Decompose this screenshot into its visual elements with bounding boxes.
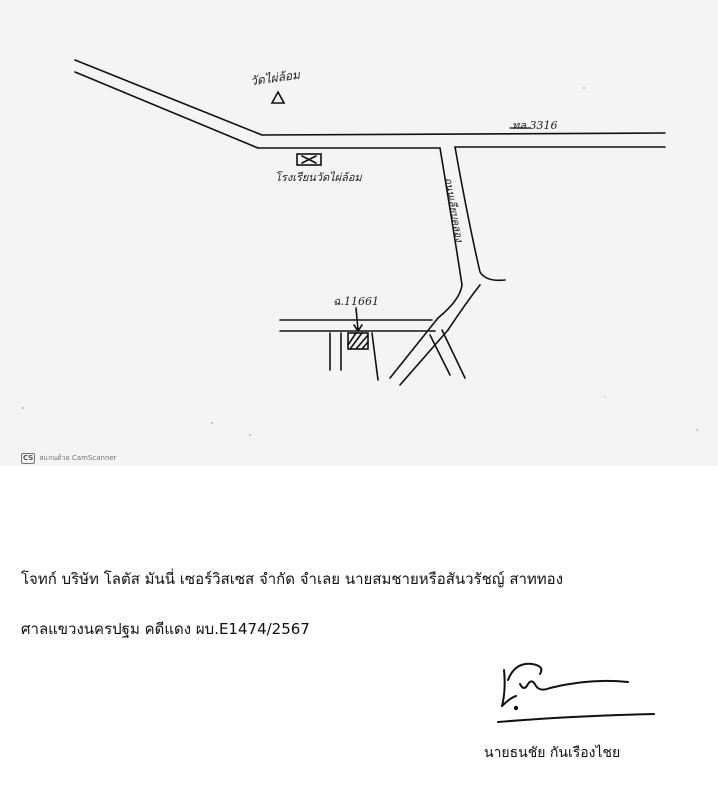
side-road-label: ถนนเลียบคลอง (442, 176, 465, 243)
signer-name: นายธนชัย กันเรืองไชย (484, 745, 621, 761)
plot-label: ฉ.11661 (333, 295, 379, 308)
diagonal-road-lower-edge (75, 72, 258, 148)
highway-label: ทล.3316 (512, 119, 558, 132)
camscanner-logo: CS (23, 453, 34, 462)
side-road-right-edge (455, 147, 505, 280)
lane-right (372, 333, 378, 380)
temple-triangle-icon (272, 92, 284, 103)
camscanner-badge (21, 452, 117, 464)
case-parties-line: โจทก์ บริษัท โลตัส มันนี่ เซอร์วิสเซส จำกัด จำเลย นายสมชายหรือสันวรัชญ์ สาททอง (21, 570, 564, 588)
diagonal-road-upper-edge (75, 60, 262, 135)
school-label: โรงเรียนวัดไผ่ล้อม (275, 171, 362, 184)
highway-upper-edge (262, 133, 665, 135)
camscanner-text: สแกนด้วย CamScanner (39, 453, 117, 462)
temple-label: วัดไผ่ล้อม (249, 67, 301, 89)
plot-hatching (348, 333, 368, 349)
school-x-mark (302, 156, 316, 163)
handwritten-signature (490, 650, 660, 730)
side-road-split (448, 285, 480, 330)
court-case-line: ศาลแขวงนครปฐม คดีแดง ผบ.E1474/2567 (21, 620, 310, 638)
fork-road-d (442, 330, 465, 378)
